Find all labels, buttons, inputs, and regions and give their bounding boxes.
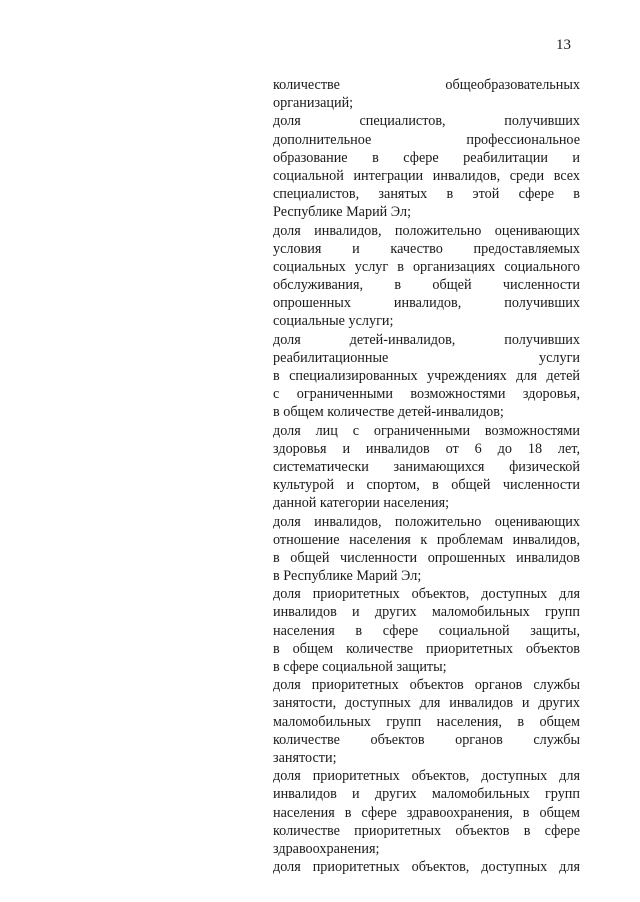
text-line: доля специалистов, получивших — [273, 113, 580, 130]
text-line: культурой и спортом, в общей численности — [273, 477, 580, 494]
text-line: в общем количестве детей-инвалидов; — [273, 404, 504, 421]
text-line: социальной интеграции инвалидов, среди всех — [273, 167, 580, 184]
text-line: здоровья и инвалидов от 6 до 18 лет, — [273, 440, 580, 457]
text-line: условия и качество предоставляемых — [273, 240, 580, 257]
text-line: реабилитационные услуги — [273, 349, 580, 366]
text-line: опрошенных инвалидов, получивших — [273, 295, 580, 312]
text-line: в общей численности опрошенных инвалидов — [273, 549, 580, 566]
text-line: в специализированных учреждениях для детей — [273, 368, 580, 384]
text-line: доля инвалидов, положительно оценивающих — [273, 513, 580, 530]
text-line: доля приоритетных объектов органов службы — [273, 677, 580, 694]
text-line: занятости, доступных для инвалидов и других — [273, 695, 580, 712]
text-line: маломобильных групп населения, в общем — [273, 713, 580, 730]
text-line: данной категории населения; — [273, 495, 450, 512]
text-line: доля детей-инвалидов, получивших — [273, 331, 580, 348]
text-line: систематически занимающихся физической — [273, 458, 580, 475]
text-line: организаций; — [273, 95, 354, 112]
text-line: количестве общеобразовательных — [273, 77, 580, 93]
text-line: количестве объектов органов службы — [273, 731, 580, 748]
text-line: социальные услуги; — [273, 313, 394, 330]
text-line: населения в сфере социальной защиты, — [273, 622, 580, 639]
text-line: социальных услуг в организациях социального — [273, 258, 580, 275]
text-line: занятости; — [273, 749, 337, 766]
text-line: с ограниченными возможностями здоровья, — [273, 386, 580, 403]
text-line: инвалидов и других маломобильных групп — [273, 604, 580, 621]
text-line: количестве приоритетных объектов в сфере — [273, 822, 580, 839]
text-line: инвалидов и других маломобильных групп — [273, 786, 580, 803]
page-number: 13 — [556, 37, 571, 53]
text-line: здравоохранения; — [273, 840, 380, 857]
text-line: в Республике Марий Эл; — [273, 568, 422, 585]
text-line: отношение населения к проблемам инвалидов, — [273, 531, 580, 548]
text-line: в общем количестве приоритетных объектов — [273, 640, 580, 657]
text-line: доля лиц с ограниченными возможностями — [273, 422, 580, 439]
text-line: специалистов, занятых в этой сфере в — [273, 186, 580, 203]
text-line: образование в сфере реабилитации и — [273, 149, 580, 166]
text-line: доля приоритетных объектов, доступных для — [273, 859, 580, 876]
document-body — [273, 76, 580, 876]
text-line: в сфере социальной защиты; — [273, 659, 447, 675]
text-line: дополнительное профессиональное — [273, 131, 580, 148]
text-line: населения в сфере здравоохранения, в общем — [273, 804, 580, 821]
text-line: Республике Марий Эл; — [273, 204, 412, 221]
text-line: доля приоритетных объектов, доступных для — [273, 768, 580, 785]
text-line: доля приоритетных объектов, доступных для — [273, 586, 580, 603]
text-line: доля инвалидов, положительно оценивающих — [273, 222, 580, 239]
text-line: обслуживания, в общей численности — [273, 277, 580, 294]
